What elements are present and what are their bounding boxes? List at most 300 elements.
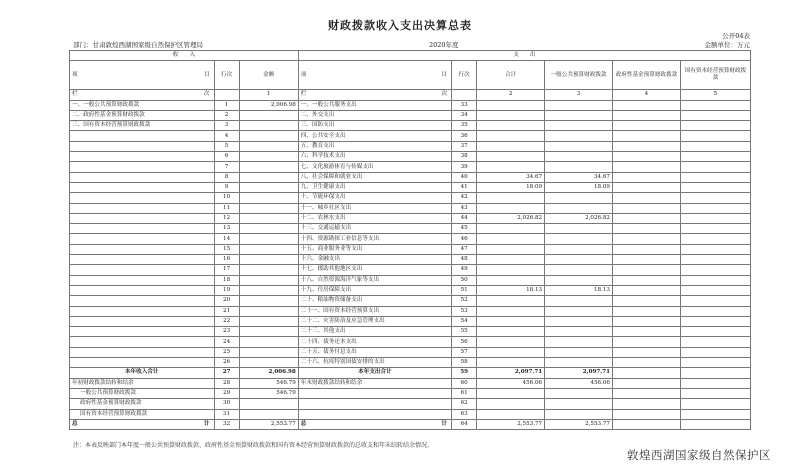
expense-line-cell: 63	[452, 409, 477, 419]
gov-fund-cell	[612, 141, 680, 151]
expense-line-cell: 34	[452, 110, 477, 120]
income-line-cell: 16	[214, 255, 239, 265]
income-amount-cell	[239, 358, 298, 368]
department-label: 部门：甘肃敦煌西湖国家级自然保护区管理局	[73, 41, 203, 49]
gov-fund-cell	[612, 182, 680, 192]
income-amount-cell	[239, 193, 298, 203]
income-item-cell	[70, 213, 215, 223]
income-item-cell	[70, 306, 215, 316]
income-item-cell	[70, 265, 215, 275]
gov-fund-cell	[612, 152, 680, 162]
total-cell	[477, 388, 545, 398]
general-budget-cell	[545, 399, 613, 409]
total-cell	[477, 337, 545, 347]
total-cell	[477, 358, 545, 368]
income-line-cell: 32	[214, 419, 239, 429]
income-line-cell: 11	[214, 203, 239, 213]
state-capital-cell	[680, 347, 750, 357]
expense-item-cell: 二十四、债务还本支出	[298, 337, 451, 347]
general-budget-cell	[545, 388, 613, 398]
expense-line-header: 行次	[452, 61, 477, 90]
expense-item-cell	[298, 388, 451, 398]
general-budget-cell	[545, 234, 613, 244]
expense-line-cell: 59	[452, 368, 477, 378]
income-item-cell	[70, 172, 215, 182]
expense-item-cell: 二十三、其他支出	[298, 327, 451, 337]
table-row	[70, 285, 751, 295]
gov-fund-cell	[612, 327, 680, 337]
state-capital-cell	[680, 152, 750, 162]
total-right-char: 计	[441, 420, 448, 427]
gov-fund-cell	[612, 234, 680, 244]
grand-total-row	[70, 419, 751, 429]
state-capital-cell	[680, 203, 750, 213]
income-line-cell: 12	[214, 213, 239, 223]
state-capital-cell	[680, 213, 750, 223]
general-budget-cell	[545, 141, 613, 151]
income-amount-cell	[239, 110, 298, 120]
expense-item-cell: 十、节能环保支出	[298, 193, 451, 203]
state-capital-cell	[680, 172, 750, 182]
total-cell	[477, 244, 545, 254]
income-amount-cell: 2,553.77	[239, 419, 298, 429]
total-cell	[477, 141, 545, 151]
income-line-cell: 5	[214, 141, 239, 151]
fiscal-year: 2020年度	[429, 41, 459, 49]
income-item-cell: 一般公共预算财政拨款	[70, 388, 215, 398]
state-capital-cell	[680, 182, 750, 192]
general-budget-cell	[545, 337, 613, 347]
state-capital-cell	[680, 306, 750, 316]
general-budget-cell	[545, 306, 613, 316]
income-item-cell	[70, 141, 215, 151]
general-budget-cell	[545, 193, 613, 203]
expense-line-cell: 57	[452, 347, 477, 357]
income-line-cell: 13	[214, 224, 239, 234]
expense-item-cell: 十三、交通运输支出	[298, 224, 451, 234]
total-cell	[477, 316, 545, 326]
col-index-1: 1	[239, 90, 298, 100]
expense-item-cell: 十九、住房保障支出	[298, 285, 451, 295]
gov-fund-cell	[612, 121, 680, 131]
state-capital-cell	[680, 275, 750, 285]
footnote: 注：本表反映部门本年度一般公共预算财政拨款、政府性基金预算财政拨款和国有资本经营预算财政拨款的总收支和年末结转结余情况。	[73, 442, 434, 449]
table-row	[70, 378, 751, 388]
income-line-cell: 9	[214, 182, 239, 192]
expense-item-cell: 八、社会保障和就业支出	[298, 172, 451, 182]
expense-item-cell: 三、国防支出	[298, 121, 451, 131]
state-capital-cell	[680, 327, 750, 337]
expense-line-cell: 35	[452, 121, 477, 131]
expense-line-cell: 47	[452, 244, 477, 254]
expense-line-cell: 44	[452, 213, 477, 223]
income-item-cell	[70, 255, 215, 265]
general-budget-cell: 2,026.82	[545, 213, 613, 223]
table-row	[70, 141, 751, 151]
income-item-cell: 本年收入合计	[70, 368, 215, 378]
expense-line-cell: 60	[452, 378, 477, 388]
gov-fund-cell	[612, 224, 680, 234]
table-row	[70, 358, 751, 368]
income-line-cell: 30	[214, 399, 239, 409]
table-row	[70, 388, 751, 398]
grand-total-expense-label	[298, 419, 451, 429]
table-row	[70, 368, 751, 378]
general-budget-cell	[545, 224, 613, 234]
income-amount-cell	[239, 244, 298, 254]
income-item-cell	[70, 347, 215, 357]
expense-item-cell: 十八、自然资源海洋气象等支出	[298, 275, 451, 285]
amount-unit: 金额单位：万元	[704, 41, 750, 49]
income-line-cell: 21	[214, 306, 239, 316]
income-item-cell	[70, 131, 215, 141]
income-amount-cell: 546.79	[239, 388, 298, 398]
income-item-cell	[70, 152, 215, 162]
general-budget-cell	[545, 255, 613, 265]
income-item-cell: 政府性基金预算财政拨款	[70, 399, 215, 409]
total-cell	[477, 121, 545, 131]
general-budget-cell: 18.13	[545, 285, 613, 295]
state-capital-cell	[680, 378, 750, 388]
expense-line-cell: 37	[452, 141, 477, 151]
state-capital-cell	[680, 234, 750, 244]
general-budget-cell	[545, 121, 613, 131]
table-row	[70, 121, 751, 131]
income-item-cell	[70, 275, 215, 285]
income-item-cell	[70, 182, 215, 192]
gov-fund-header: 政府性基金预算财政拨款	[612, 61, 680, 90]
income-item-cell: 年初财政拨款结转和结余	[70, 378, 215, 388]
income-amount-cell: 2,006.98	[239, 368, 298, 378]
table-row	[70, 110, 751, 120]
income-amount-cell	[239, 141, 298, 151]
income-amount-cell: 2,006.98	[239, 100, 298, 110]
total-cell	[477, 131, 545, 141]
general-budget-cell	[545, 347, 613, 357]
income-item-cell	[70, 203, 215, 213]
expense-line-cell: 48	[452, 255, 477, 265]
item-mu-label: 目	[441, 71, 448, 78]
table-row	[70, 327, 751, 337]
income-line-cell: 2	[214, 110, 239, 120]
income-line-cell: 15	[214, 244, 239, 254]
income-item-cell	[70, 224, 215, 234]
state-capital-cell	[680, 141, 750, 151]
state-capital-cell	[680, 316, 750, 326]
general-budget-cell	[545, 316, 613, 326]
state-capital-cell	[680, 244, 750, 254]
total-cell	[477, 203, 545, 213]
state-capital-cell	[680, 285, 750, 295]
expense-item-cell: 年末财政拨款结转和结余	[298, 378, 451, 388]
report-title: 财政拨款收入支出决算总表	[328, 19, 472, 32]
gov-fund-cell	[612, 285, 680, 295]
gov-fund-cell	[612, 347, 680, 357]
expense-item-cell	[298, 399, 451, 409]
general-budget-cell: 2,097.71	[545, 368, 613, 378]
state-capital-cell	[680, 121, 750, 131]
total-header: 合计	[477, 61, 545, 90]
report-meta	[73, 40, 750, 50]
expense-item-cell: 四、公共安全支出	[298, 131, 451, 141]
gov-fund-cell	[612, 193, 680, 203]
expense-line-cell: 36	[452, 131, 477, 141]
income-item-cell: 国有资本经营预算财政拨款	[70, 409, 215, 419]
expense-item-cell: 十七、援助其他地区支出	[298, 265, 451, 275]
col-index-5: 5	[680, 90, 750, 100]
total-cell	[477, 255, 545, 265]
col-index-2: 2	[477, 90, 545, 100]
gov-fund-cell	[612, 316, 680, 326]
expense-line-cell: 62	[452, 399, 477, 409]
income-amount-cell	[239, 234, 298, 244]
expense-item-cell: 二十六、抗疫特别国债安排的支出	[298, 358, 451, 368]
income-amount-cell	[239, 152, 298, 162]
table-row	[70, 275, 751, 285]
gov-fund-cell	[612, 131, 680, 141]
income-amount-cell	[239, 131, 298, 141]
grand-total-income-label	[70, 419, 215, 429]
income-line-cell: 22	[214, 316, 239, 326]
state-capital-cell	[680, 265, 750, 275]
expense-item-cell: 十四、资源勘探工业信息等支出	[298, 234, 451, 244]
income-amount-cell	[239, 347, 298, 357]
state-capital-cell	[680, 409, 750, 419]
general-budget-cell	[545, 110, 613, 120]
table-row	[70, 265, 751, 275]
general-budget-cell	[545, 203, 613, 213]
total-cell	[477, 162, 545, 172]
income-amount-cell	[239, 255, 298, 265]
gov-fund-cell	[612, 110, 680, 120]
total-cell	[477, 100, 545, 110]
gov-fund-cell	[612, 244, 680, 254]
lan-label: 栏	[300, 91, 307, 98]
table-row	[70, 244, 751, 254]
income-item-cell	[70, 337, 215, 347]
expense-line-cell: 50	[452, 275, 477, 285]
income-line-cell: 24	[214, 337, 239, 347]
income-line-cell: 17	[214, 265, 239, 275]
income-amount-cell	[239, 399, 298, 409]
state-capital-cell	[680, 337, 750, 347]
state-capital-cell	[680, 162, 750, 172]
total-cell: 2,097.71	[477, 368, 545, 378]
table-row	[70, 399, 751, 409]
income-item-cell	[70, 234, 215, 244]
general-budget-cell: 456.06	[545, 378, 613, 388]
expense-line-cell: 41	[452, 182, 477, 192]
gov-fund-cell	[612, 368, 680, 378]
total-cell: 2,026.82	[477, 213, 545, 223]
table-row	[70, 203, 751, 213]
state-capital-cell	[680, 193, 750, 203]
income-amount-cell	[239, 162, 298, 172]
expense-item-cell: 二十一、国有资本经营预算支出	[298, 306, 451, 316]
table-row	[70, 347, 751, 357]
watermark-text: 敦煌西湖国家级自然保护区	[627, 448, 771, 462]
column-header-row	[70, 61, 751, 90]
table-row	[70, 182, 751, 192]
general-budget-cell	[545, 265, 613, 275]
total-cell	[477, 152, 545, 162]
state-capital-cell	[680, 296, 750, 306]
income-line-cell: 14	[214, 234, 239, 244]
income-amount-cell	[239, 121, 298, 131]
income-line-cell: 1	[214, 100, 239, 110]
gov-fund-cell	[612, 296, 680, 306]
total-cell	[477, 265, 545, 275]
income-amount-header: 金额	[239, 61, 298, 90]
income-amount-cell	[239, 275, 298, 285]
income-amount-cell	[239, 224, 298, 234]
state-capital-header: 国有资本经营预算财政拨款	[680, 61, 750, 90]
table-row	[70, 316, 751, 326]
general-budget-cell	[545, 296, 613, 306]
expense-item-cell: 六、科学技术支出	[298, 152, 451, 162]
gov-fund-cell	[612, 265, 680, 275]
expense-item-cell: 九、卫生健康支出	[298, 182, 451, 192]
income-amount-cell	[239, 409, 298, 419]
state-capital-cell	[680, 224, 750, 234]
income-line-cell: 31	[214, 409, 239, 419]
expense-line-cell: 39	[452, 162, 477, 172]
table-row	[70, 100, 751, 110]
income-item-cell: 三、国有资本经营预算财政拨款	[70, 121, 215, 131]
table-row	[70, 255, 751, 265]
income-section-header: 收 入	[70, 51, 299, 61]
expense-item-cell: 一、一般公共服务支出	[298, 100, 451, 110]
expense-item-cell: 本年支出合计	[298, 368, 451, 378]
gov-fund-cell	[612, 419, 680, 429]
income-line-cell: 25	[214, 347, 239, 357]
blank-cell	[214, 90, 239, 100]
budget-table	[69, 50, 751, 430]
total-cell	[477, 327, 545, 337]
total-cell	[477, 110, 545, 120]
general-budget-cell	[545, 131, 613, 141]
income-line-cell: 27	[214, 368, 239, 378]
income-amount-cell	[239, 285, 298, 295]
total-cell	[477, 306, 545, 316]
income-amount-cell	[239, 306, 298, 316]
income-item-cell	[70, 193, 215, 203]
income-amount-cell: 546.79	[239, 378, 298, 388]
gov-fund-cell	[612, 203, 680, 213]
income-amount-cell	[239, 296, 298, 306]
gov-fund-cell	[612, 388, 680, 398]
state-capital-cell	[680, 388, 750, 398]
table-row	[70, 234, 751, 244]
total-cell	[477, 234, 545, 244]
income-item-cell: 一、一般公共预算财政拨款	[70, 100, 215, 110]
table-row	[70, 296, 751, 306]
expense-item-cell: 十六、金融支出	[298, 255, 451, 265]
table-row	[70, 337, 751, 347]
general-budget-cell: 34.67	[545, 172, 613, 182]
income-line-cell: 18	[214, 275, 239, 285]
income-item-cell	[70, 162, 215, 172]
expense-line-cell: 61	[452, 388, 477, 398]
general-budget-cell	[545, 152, 613, 162]
state-capital-cell	[680, 131, 750, 141]
expense-item-cell: 十二、农林水支出	[298, 213, 451, 223]
expense-line-cell: 54	[452, 316, 477, 326]
state-capital-cell	[680, 368, 750, 378]
income-item-cell	[70, 296, 215, 306]
income-item-cell	[70, 244, 215, 254]
income-item-cell	[70, 285, 215, 295]
total-left-char: 总	[300, 420, 307, 427]
expense-line-cell: 45	[452, 224, 477, 234]
income-line-cell: 19	[214, 285, 239, 295]
expense-item-cell: 二十、粮油物资储备支出	[298, 296, 451, 306]
table-row	[70, 193, 751, 203]
expense-item-cell: 二十二、灾害防治及应急管理支出	[298, 316, 451, 326]
gov-fund-cell	[612, 275, 680, 285]
table-row	[70, 172, 751, 182]
item-label: 项	[300, 71, 307, 78]
general-budget-cell	[545, 275, 613, 285]
general-budget-cell: 2,553.77	[545, 419, 613, 429]
state-capital-cell	[680, 110, 750, 120]
gov-fund-cell	[612, 162, 680, 172]
expense-line-cell: 52	[452, 296, 477, 306]
total-cell: 18.13	[477, 285, 545, 295]
general-budget-cell	[545, 409, 613, 419]
gov-fund-cell	[612, 306, 680, 316]
item-mu-label: 目	[203, 71, 210, 78]
general-budget-cell	[545, 162, 613, 172]
expense-lan-cell	[298, 90, 451, 100]
expense-line-cell: 46	[452, 234, 477, 244]
income-line-cell: 10	[214, 193, 239, 203]
table-row	[70, 162, 751, 172]
state-capital-cell	[680, 419, 750, 429]
expense-line-cell: 51	[452, 285, 477, 295]
income-item-cell: 二、政府性基金预算财政拨款	[70, 110, 215, 120]
gov-fund-cell	[612, 100, 680, 110]
income-amount-cell	[239, 182, 298, 192]
expense-line-cell: 42	[452, 193, 477, 203]
income-amount-cell	[239, 213, 298, 223]
col-index-4: 4	[612, 90, 680, 100]
state-capital-cell	[680, 255, 750, 265]
item-label: 项	[72, 71, 78, 78]
income-line-cell: 6	[214, 152, 239, 162]
blank-cell	[452, 90, 477, 100]
income-amount-cell	[239, 172, 298, 182]
form-number: 公开04表	[722, 32, 750, 40]
lan-label: 栏	[72, 91, 78, 98]
gov-fund-cell	[612, 337, 680, 347]
table-row	[70, 152, 751, 162]
gov-fund-cell	[612, 399, 680, 409]
general-budget-cell	[545, 244, 613, 254]
expense-item-cell	[298, 409, 451, 419]
col-index-3: 3	[545, 90, 613, 100]
table-row	[70, 306, 751, 316]
expense-section-header: 支 出	[298, 51, 750, 61]
table-row	[70, 224, 751, 234]
column-index-row	[70, 90, 751, 100]
total-cell	[477, 296, 545, 306]
expense-line-cell: 53	[452, 306, 477, 316]
income-item-cell	[70, 358, 215, 368]
expense-item-cell: 二、外交支出	[298, 110, 451, 120]
income-line-header: 行次	[214, 61, 239, 90]
expense-line-cell: 49	[452, 265, 477, 275]
